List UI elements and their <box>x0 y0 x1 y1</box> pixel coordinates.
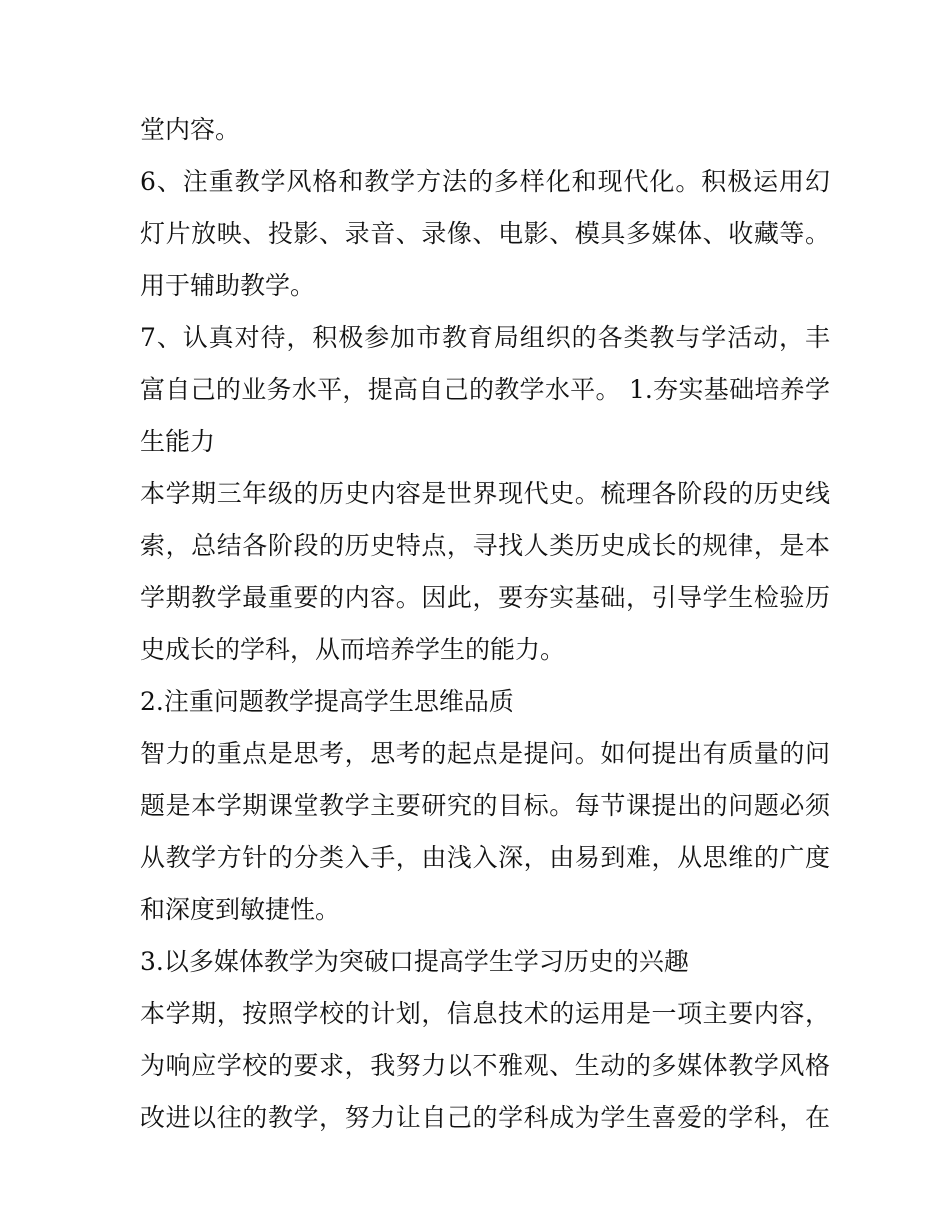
document-body <box>140 104 830 1144</box>
text-line: 用于辅助教学。 <box>140 271 316 300</box>
text-line: 和深度到敏捷性。 <box>140 895 341 924</box>
text-line: 智力的重点是思考，思考的起点是提问。如何提出有质量的问 <box>140 739 830 768</box>
text-line: 生能力 <box>140 427 216 456</box>
text-line: 索，总结各阶段的历史特点，寻找人类历史成长的规律，是本 <box>140 531 830 560</box>
text-line: 从教学方针的分类入手，由浅入深，由易到难，从思维的广度 <box>140 843 830 872</box>
text-line: 本学期三年级的历史内容是世界现代史。梳理各阶段的历史线 <box>140 479 830 508</box>
text-line: 2.注重问题教学提高学生思维品质 <box>140 687 514 716</box>
text-line: 本学期，按照学校的计划，信息技术的运用是一项主要内容， <box>140 999 830 1028</box>
text-line: 3.以多媒体教学为突破口提高学生学习历史的兴趣 <box>140 947 689 976</box>
text-line: 灯片放映、投影、录音、录像、电影、模具多媒体、收藏等。 <box>140 219 830 248</box>
text-line: 学期教学最重要的内容。因此，要夯实基础，引导学生检验历 <box>140 583 830 612</box>
text-line: 改进以往的教学，努力让自己的学科成为学生喜爱的学科，在 <box>140 1103 830 1132</box>
text-line: 7、认真对待，积极参加市教育局组织的各类教与学活动，丰 <box>140 323 830 352</box>
text-line: 史成长的学科，从而培养学生的能力。 <box>140 635 566 664</box>
text-line: 6、注重教学风格和教学方法的多样化和现代化。积极运用幻 <box>140 167 830 196</box>
text-line: 题是本学期课堂教学主要研究的目标。每节课提出的问题必须 <box>140 791 830 820</box>
text-line: 堂内容。 <box>140 115 241 144</box>
text-line: 富自己的业务水平，提高自己的教学水平。 1.夯实基础培养学 <box>140 375 830 404</box>
text-line: 为响应学校的要求，我努力以不雅观、生动的多媒体教学风格 <box>140 1051 830 1080</box>
